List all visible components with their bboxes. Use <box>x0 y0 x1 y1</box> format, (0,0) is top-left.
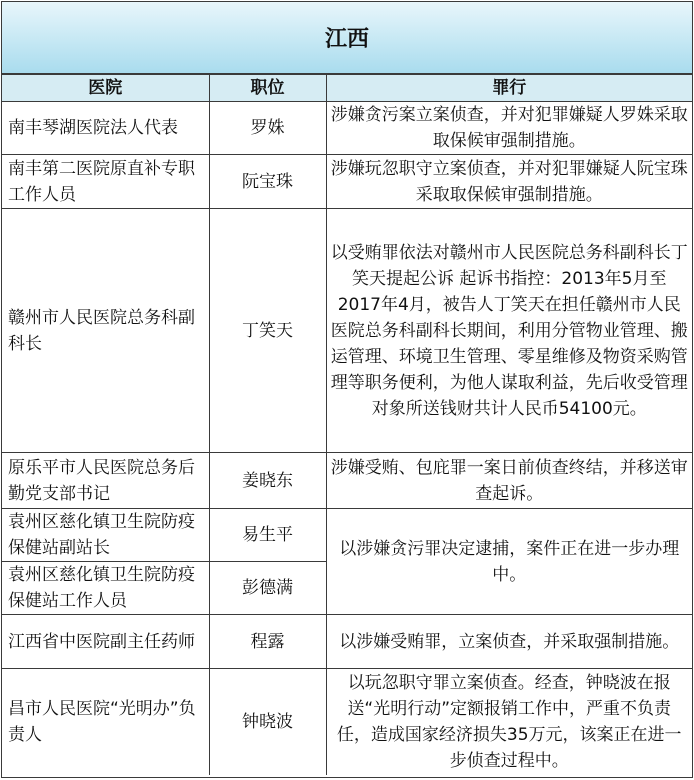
table-row <box>2 453 692 509</box>
header-crime: 罪行 <box>326 75 692 102</box>
table-row <box>2 209 692 453</box>
table-title: 江西 <box>2 2 692 74</box>
table-row <box>2 155 692 209</box>
cell-position: 彭德满 <box>209 562 326 615</box>
cell-crime: 涉嫌玩忽职守立案侦查，并对犯罪嫌疑人阮宝珠采取取保候审强制措施。 <box>326 155 692 209</box>
cell-position: 程露 <box>209 615 326 669</box>
cell-hospital: 江西省中医院副主任药师 <box>2 615 209 669</box>
cell-position: 丁笑天 <box>209 209 326 453</box>
cell-position: 罗姝 <box>209 102 326 155</box>
cell-hospital: 原乐平市人民医院总务后勤党支部书记 <box>2 453 209 509</box>
cell-position: 阮宝珠 <box>209 155 326 209</box>
cell-hospital: 南丰琴湖医院法人代表 <box>2 102 209 155</box>
table-row <box>2 102 692 155</box>
cell-crime: 以受贿罪依法对赣州市人民医院总务科副科长丁笑天提起公诉 起诉书指控：2013年5月至2017年4月，被告人丁笑天在担任赣州市人民医院总务科副科长期间，利用分管物业管理、搬运管理、环境卫生管理、零星维修及物资采购管理等职务便利，为他人谋取利益，先后收受管理对象所送钱财共计人民币54100元。 <box>326 209 692 453</box>
table-row <box>2 615 692 669</box>
cell-position: 易生平 <box>209 509 326 562</box>
header-row <box>2 75 692 102</box>
cell-crime: 以涉嫌贪污罪决定逮捕，案件正在进一步办理中。 <box>326 509 692 615</box>
cell-hospital: 袁州区慈化镇卫生院防疫保健站工作人员 <box>2 562 209 615</box>
cell-hospital: 昌市人民医院“光明办”负责人 <box>2 669 209 775</box>
cell-hospital: 赣州市人民医院总务科副科长 <box>2 209 209 453</box>
table-container <box>1 1 693 778</box>
cell-position: 钟晓波 <box>209 669 326 775</box>
cell-position: 姜晓东 <box>209 453 326 509</box>
header-position: 职位 <box>209 75 326 102</box>
cell-crime: 以涉嫌受贿罪，立案侦查，并采取强制措施。 <box>326 615 692 669</box>
header-hospital: 医院 <box>2 75 209 102</box>
table-row <box>2 509 692 562</box>
cell-hospital: 袁州区慈化镇卫生院防疫保健站副站长 <box>2 509 209 562</box>
cases-table <box>2 74 692 775</box>
cell-crime: 涉嫌受贿、包庇罪一案日前侦查终结，并移送审查起诉。 <box>326 453 692 509</box>
cell-crime: 以玩忽职守罪立案侦查。经查，钟晓波在报送“光明行动”定额报销工作中，严重不负责任，造成国家经济损失35万元，该案正在进一步侦查过程中。 <box>326 669 692 775</box>
table-row <box>2 669 692 775</box>
cell-hospital: 南丰第二医院原直补专职工作人员 <box>2 155 209 209</box>
cell-crime: 涉嫌贪污案立案侦查，并对犯罪嫌疑人罗姝采取取保候审强制措施。 <box>326 102 692 155</box>
